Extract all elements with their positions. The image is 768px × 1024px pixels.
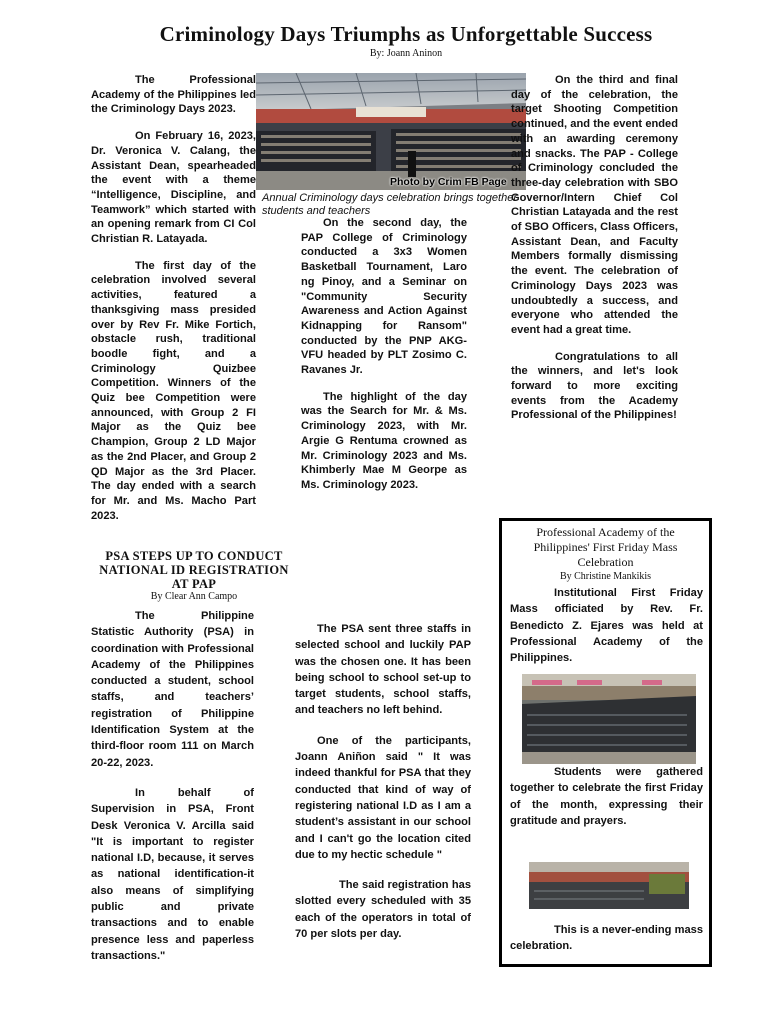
psa-paragraph: The Philippine Statistic Authority (PSA) in coordination with Professional Academy of the Philippines conducted a student, school staffs, and teachers’ registration of Philippine Identification System at the third-floor room 111 on March 20-22, 2023. [91, 610, 254, 769]
criminology-days-photo [256, 73, 526, 190]
mass-text: This is a never-ending mass celebration. [510, 924, 703, 952]
article-paragraph: On the second day, the PAP College of Criminology conducted a 3x3 Women Basketball Tournament, Laro ng Pinoy, and a Seminar on "Community Security Awareness and Action Against Kidnapping for Ransom" conducted by the PNP AKG-VFU headed by PLT Zosimo C. Ravanes Jr. [301, 217, 467, 377]
article-column-1 [91, 73, 256, 535]
mass-title: Professional Academy of the Philippines' First Friday Mass Celebration [533, 525, 678, 569]
article-paragraph: On February 16, 2023, Dr. Veronica V. Calang, the Assistant Dean, spearheaded the event with a theme “Intelligence, Discipline, and Teamwork” which started with an opening remark from CI Col Christian R. Latayada. [91, 130, 256, 246]
article-column-3 [511, 73, 678, 435]
mass-text: Students were gathered together to celebrate the first Friday of the month, expressing their gratitude and prayers. [510, 766, 703, 827]
article-column-2 [301, 216, 467, 505]
psa-paragraph: The PSA sent three staffs in selected school and luckily PAP was the chosen one. It has been being school to school set-up to target students, school staffs, and teachers no left behind. [295, 623, 471, 717]
mass-text: Institutional First Friday Mass officiated by Rev. Fr. Benedicto Z. Ejares was held at Professional Academy of the Philippines. [510, 587, 703, 665]
article-paragraph: On the third and final day of the celebration, the target Shooting Competition continued, and the event ended with an awarding ceremony and snacks. The PAP - College of Criminology concluded the three-day celebration with SBO Governor/Intern Chief Col Christian Latayada and the rest of SBO Officers, Class Officers, Assistant Dean, and Faculty Members formally dismissing the event. The celebration of Criminology Days 2023 was undoubtedly a success, and everyone who attended the event had a great time. [511, 74, 678, 336]
photo-credit: Photo by Crim FB Page [390, 176, 507, 188]
mass-paragraph-3 [510, 922, 703, 966]
article-paragraph: The first day of the celebration involved several activities, featured a thanksgiving mass presided over by Rev Fr. Mike Fortich, obstacle rush, traditional boodle fight, and a Criminology Quizbee Competition. Winners of the Quiz bee Competition were announced, with Group 2 FI Major as the Quiz bee Champion, Group 2 LD Major as the 2nd Placer, and Group 2 QD Major as the 3rd Placer. The day ended with a search for Mr. and Ms. Macho Part 2023. [91, 259, 256, 522]
psa-paragraph: In behalf of Supervision in PSA, Front Desk Veronica V. Arcilla said "It is important to register national I.D, because, it serves as national identification-it also means of simplifying public and private transactions and to enable presence less and paperless transactions." [91, 786, 254, 962]
psa-byline: By Clear Ann Campo [150, 591, 238, 602]
mass-paragraph-2 [510, 764, 703, 841]
article-byline: By: Joann Aninon [369, 48, 443, 59]
article-paragraph: Congratulations to all the winners, and let's look forward to more exciting events from the Academy Professional of the Philippines! [511, 350, 678, 422]
article-paragraph: The Professional Academy of the Philippines led the Criminology Days 2023. [91, 74, 256, 116]
psa-paragraph: One of the participants, Joann Aniñon said " It was indeed thankful for PSA that they conducted that kind of way of registering national I.D as I am a student’s assistant in our school and I can't go the location cited due to my hectic schedule " [295, 734, 471, 861]
psa-paragraph: The said registration has slotted every scheduled with 35 each of the operators in total of 70 per slots per day. [295, 879, 471, 941]
psa-column-1 [91, 608, 254, 976]
mass-byline: By Christine Mankikis [559, 571, 652, 582]
mass-photo-1 [522, 674, 696, 764]
psa-column-2 [295, 621, 471, 954]
mass-paragraph-1 [510, 585, 703, 678]
article-paragraph: The highlight of the day was the Search for Mr. & Ms. Criminology 2023, with Mr. Argie G Rentuma crowned as Mr. Criminology 2023 and Ms. Khimberly Mae M Georpe as Ms. Criminology 2023. [301, 390, 467, 491]
article-title: Criminology Days Triumphs as Unforgettable Success [159, 22, 653, 46]
photo-caption: Annual Criminology days celebration brings together students and teachers [262, 192, 517, 217]
mass-photo-2 [529, 862, 689, 909]
psa-title: PSA STEPS UP TO CONDUCT NATIONAL ID REGISTRATION AT PAP [99, 549, 289, 591]
mass-sidebar-box [499, 518, 712, 967]
